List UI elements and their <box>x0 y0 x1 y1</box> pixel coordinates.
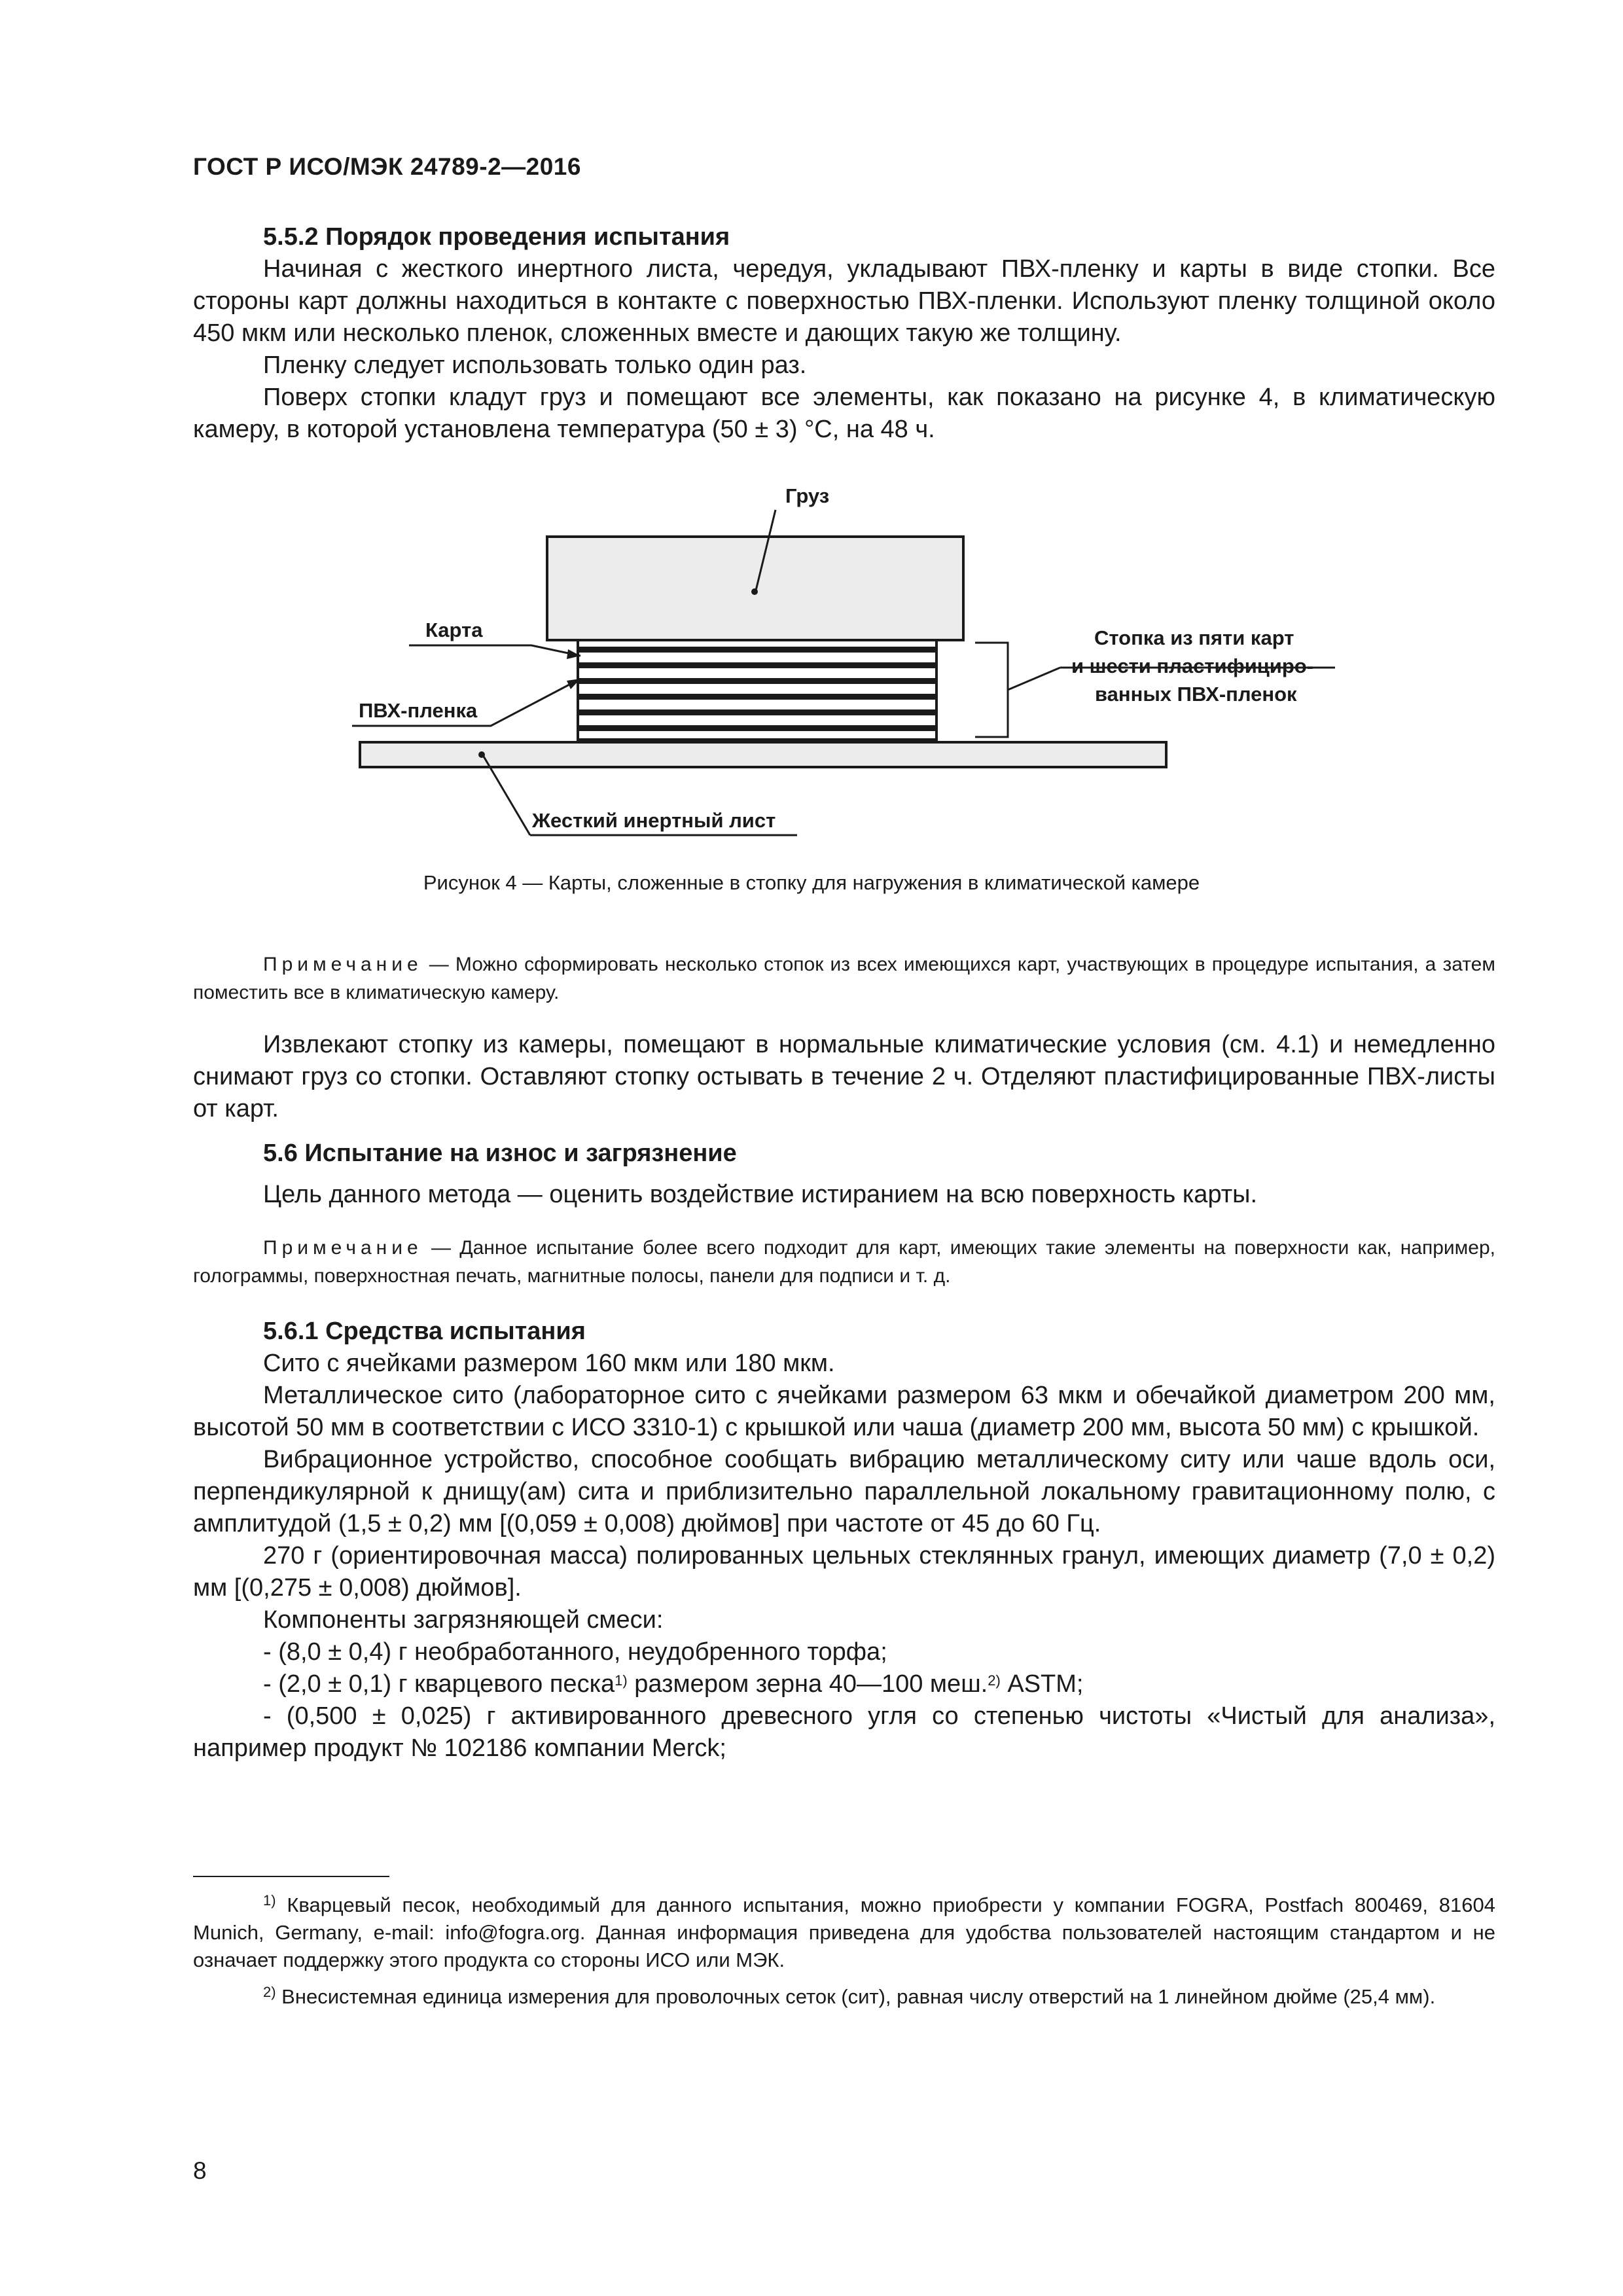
weight-block <box>547 537 963 640</box>
note-text: — Можно сформировать несколько стопок из всех имеющихся карт, участвующих в процедуре испытания, а затем поместить все в климатическую камеру. <box>193 954 1495 1003</box>
list-item-text: - (2,0 ± 0,1) г кварцевого песка <box>263 1670 615 1698</box>
footnote-1 <box>193 1892 1495 1974</box>
list-item-text: ASTM; <box>1000 1670 1084 1698</box>
footnote-ref: 2) <box>988 1672 1001 1689</box>
paragraph: Начиная с жесткого инертного листа, чередуя, укладывают ПВХ-пленку и карты в виде стопки. Все стороны карт должны находиться в контакте с поверхностью ПВХ-пленки. Используют пленку толщиной около 450 мкм или несколько пленок, сложенных вместе и дающих такую же толщину. <box>193 255 1495 347</box>
label-sheet: Жесткий инертный лист <box>532 809 776 832</box>
paragraph: Цель данного метода — оценить воздействие истиранием на всю поверхность карты. <box>263 1181 1258 1208</box>
label-stack-line-2: и шести пластифициро- <box>1071 655 1314 677</box>
label-weight: Груз <box>785 484 830 507</box>
footnote-text: Внесистемная единица измерения для проволочных сеток (сит), равная числу отверстий на 1 линейном дюйме (25,4 мм). <box>276 1985 1436 2008</box>
paragraph: Сито с ячейками размером 160 мкм или 180 мкм. <box>263 1350 835 1377</box>
label-stack-line-1: Стопка из пяти карт <box>1094 626 1294 649</box>
footnote-mark: 2) <box>263 1984 276 2000</box>
paragraph: Металлическое сито (лабораторное сито с ячейками размером 63 мкм и обечайкой диаметром 200 мм, высотой 50 мм в соответствии с ИСО 3310-1) с крышкой или чаша (диаметр 200 мм, высота 50 мм) с крышкой. <box>193 1382 1495 1441</box>
footnote-separator <box>193 1876 389 1877</box>
leader-dot <box>751 588 758 595</box>
label-pvc: ПВХ-пленка <box>359 699 478 722</box>
paragraph-block <box>193 1029 1495 1125</box>
footnote-text: Кварцевый песок, необходимый для данного испытания, можно приобрести у компании FOGRA, Postfach 800469, 81604 Munich, Germany, e-mail: info@fogra.org. Данная информация приведена для удобства пользователей настоящим стандартом и не означает поддержку этого продукта со стороны ИСО или МЭК. <box>193 1893 1495 1971</box>
page-number: 8 <box>193 2157 207 2184</box>
section-5-6-1 <box>193 1316 1495 1765</box>
pvc-layer <box>578 647 936 653</box>
pvc-layer <box>578 709 936 715</box>
standard-header: ГОСТ Р ИСО/МЭК 24789-2—2016 <box>193 153 581 180</box>
figure-caption: Рисунок 4 — Карты, сложенные в стопку для нагружения в климатической камере <box>423 871 1200 894</box>
note-1 <box>193 950 1495 1007</box>
paragraph: 270 г (ориентировочная масса) полированных цельных стеклянных гранул, имеющих диаметр (7,0 ± 0,2) мм [(0,275 ± 0,008) дюймов]. <box>193 1542 1495 1602</box>
paragraph: Пленку следует использовать только один раз. <box>263 351 807 379</box>
label-card: Карта <box>425 619 483 641</box>
note-text: — Данное испытание более всего подходит для карт, имеющих такие элементы на поверхности как, например, голограммы, поверхностная печать, магнитные полосы, панели для подписи и т. д. <box>193 1237 1495 1287</box>
pvc-layer <box>578 662 936 668</box>
pvc-layer <box>578 725 936 731</box>
footnote-2 <box>193 1983 1495 2011</box>
footnote-ref: 1) <box>615 1672 628 1689</box>
section-heading-5-5-2: 5.5.2 Порядок проведения испытания <box>263 223 730 251</box>
section-heading-5-6: 5.6 Испытание на износ и загрязнение <box>263 1139 737 1167</box>
leader-line <box>409 645 580 656</box>
stack-bracket <box>975 643 1008 737</box>
list-item <box>193 1668 1495 1700</box>
leader-line <box>1008 668 1060 690</box>
list-item: - (8,0 ± 0,4) г необработанного, неудобренного торфа; <box>263 1638 887 1666</box>
paragraph: Компоненты загрязняющей смеси: <box>263 1606 664 1634</box>
list-item: - (0,500 ± 0,025) г активированного древесного угля со степенью чистоты «Чистый для анализа», например продукт № 102186 компании Merck; <box>193 1702 1495 1762</box>
paragraph: Поверх стопки кладут груз и помещают все элементы, как показано на рисунке 4, в климатическую камеру, в которой установлена температура (50 ± 3) °С, на 48 ч. <box>193 384 1495 443</box>
paragraph: Вибрационное устройство, способное сообщать вибрацию металлическому ситу или чаше вдоль оси, перпендикулярной к днищу(ам) сита и приблизительно параллельной локальному гравитационному полю, с амплитудой (1,5 ± 0,2) мм [(0,059 ± 0,008) дюймов] при частоте от 45 до 60 Гц. <box>193 1446 1495 1537</box>
pvc-layer <box>578 694 936 700</box>
note-lead: Примечание <box>263 1237 423 1259</box>
figure-4-diagram <box>0 0 1623 864</box>
footnote-mark: 1) <box>263 1892 276 1909</box>
paragraph: Извлекают стопку из камеры, помещают в нормальные климатические условия (см. 4.1) и немедленно снимают груз со стопки. Оставляют стопку остывать в течение 2 ч. Отделяют пластифицированные ПВХ-листы от карт. <box>193 1031 1495 1122</box>
list-item-text: размером зерна 40—100 меш. <box>627 1670 988 1698</box>
note-lead: Примечание <box>263 954 423 975</box>
label-stack-line-3: ванных ПВХ-пленок <box>1095 683 1297 706</box>
pvc-layer <box>578 678 936 684</box>
section-5-6 <box>193 1138 1495 1211</box>
note-2 <box>193 1234 1495 1290</box>
card-stack <box>578 640 936 740</box>
section-heading-5-6-1: 5.6.1 Средства испытания <box>263 1318 586 1345</box>
leader-dot <box>478 751 485 758</box>
